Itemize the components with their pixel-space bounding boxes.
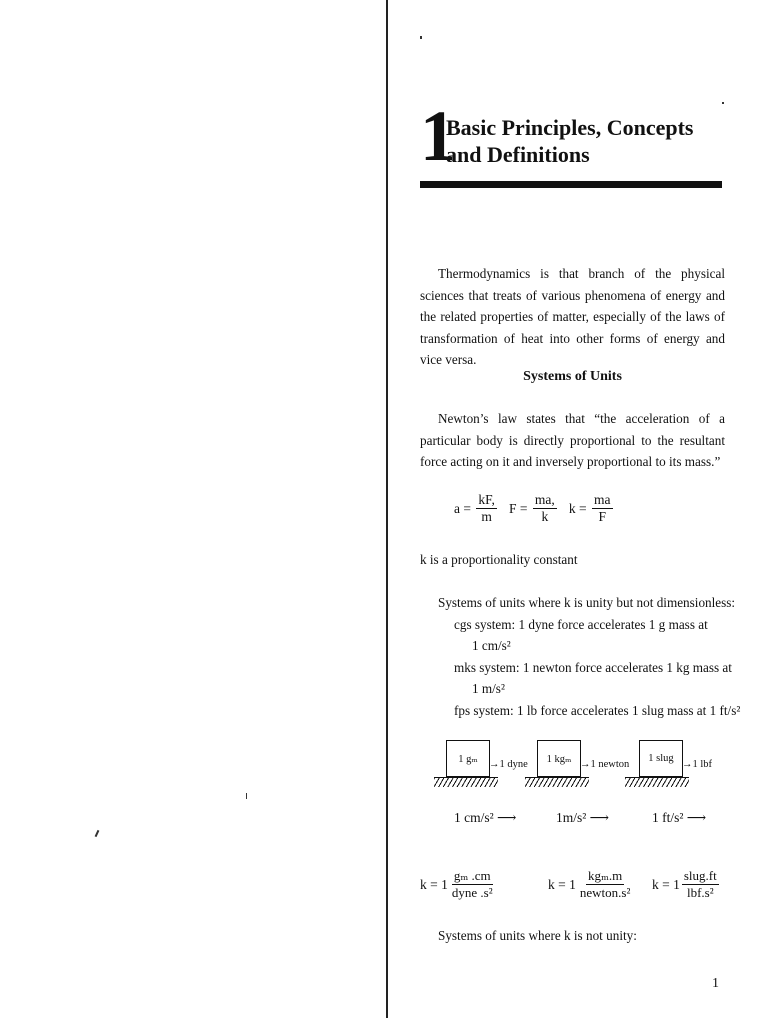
formula-lhs: k = (568, 500, 587, 516)
k-lhs: k = 1 (652, 876, 680, 892)
numerator: ma (594, 492, 611, 507)
ground-hatch (625, 777, 689, 787)
force-label: →1 newton (580, 759, 630, 770)
chapter-header (420, 96, 725, 176)
formula-fraction (533, 492, 557, 525)
denominator: k (541, 509, 549, 524)
units-list (438, 592, 741, 721)
mks-cont: 1 m/s² (472, 681, 505, 696)
force-label: →1 lbf (682, 759, 713, 770)
text-page (420, 0, 741, 1024)
formula-fraction (476, 492, 497, 525)
k-fraction (682, 868, 719, 901)
k-fraction (578, 868, 632, 901)
denominator: lbf.s² (686, 885, 714, 900)
ground-hatch (525, 777, 589, 787)
newton-paragraph: Newton’s law states that “the acceleration of a particular body is directly proportional to the resultant force acting on it and inversely proportional to its mass.” (420, 411, 725, 469)
ground-hatch (434, 777, 498, 787)
page-number: 1 (712, 976, 719, 991)
scan-speck (95, 830, 100, 837)
closing-line: Systems of units where k is not unity: (438, 928, 637, 943)
chapter-title: Basic Principles, Concepts and Definitions (446, 115, 694, 167)
section-heading: Systems of Units (523, 369, 622, 384)
k-fraction (450, 868, 495, 901)
numerator: gₘ .cm (453, 868, 491, 883)
k-statement: k is a proportionality constant (420, 552, 578, 567)
denominator: dyne .s² (451, 885, 493, 900)
k-lhs: k = 1 (548, 876, 576, 892)
chapter-rule (420, 181, 722, 188)
mass-block: 1 gₘ (446, 740, 490, 777)
numerator: kgₘ.m (587, 868, 623, 883)
accel-label: 1 cm/s² ⟶ (454, 810, 517, 825)
denominator: F (598, 509, 607, 524)
numerator: slug.ft (683, 868, 717, 883)
mks-line: mks system: 1 newton force accelerates 1 kg mass at (454, 659, 732, 675)
k-value (548, 868, 634, 901)
accel-label: 1m/s² ⟶ (556, 810, 610, 825)
formula-fraction (592, 492, 613, 525)
fps-line: fps system: 1 lb force accelerates 1 slug mass at 1 ft/s² (454, 702, 741, 718)
k-value (420, 868, 497, 901)
cgs-cont: 1 cm/s² (472, 638, 511, 653)
cgs-line: cgs system: 1 dyne force accelerates 1 g mass at (454, 616, 708, 632)
newton-formulas (454, 492, 615, 525)
formula-lhs: F = (509, 500, 528, 516)
page-spine (386, 0, 388, 1018)
formula-lhs: a = (454, 500, 471, 516)
accel-label: 1 ft/s² ⟶ (652, 810, 707, 825)
denominator: newton.s² (579, 885, 631, 900)
intro-paragraph: Thermodynamics is that branch of the physical sciences that treats of various phenomena of energy and the related properties of matter, especially of the laws of transformation of heat into other forms of energy and vice versa. (420, 266, 725, 367)
mass-block: 1 slug (639, 740, 683, 777)
numerator: ma, (534, 492, 555, 507)
numerator: kF, (478, 492, 495, 507)
k-lhs: k = 1 (420, 876, 448, 892)
units-intro: Systems of units where k is unity but not dimensionless: (438, 595, 736, 610)
chapter-number: 1 (420, 96, 456, 176)
k-value (652, 868, 721, 901)
mass-block: 1 kgₘ (537, 740, 581, 777)
denominator: m (481, 509, 492, 524)
scan-speck (246, 793, 247, 799)
force-label: →1 dyne (489, 759, 528, 770)
